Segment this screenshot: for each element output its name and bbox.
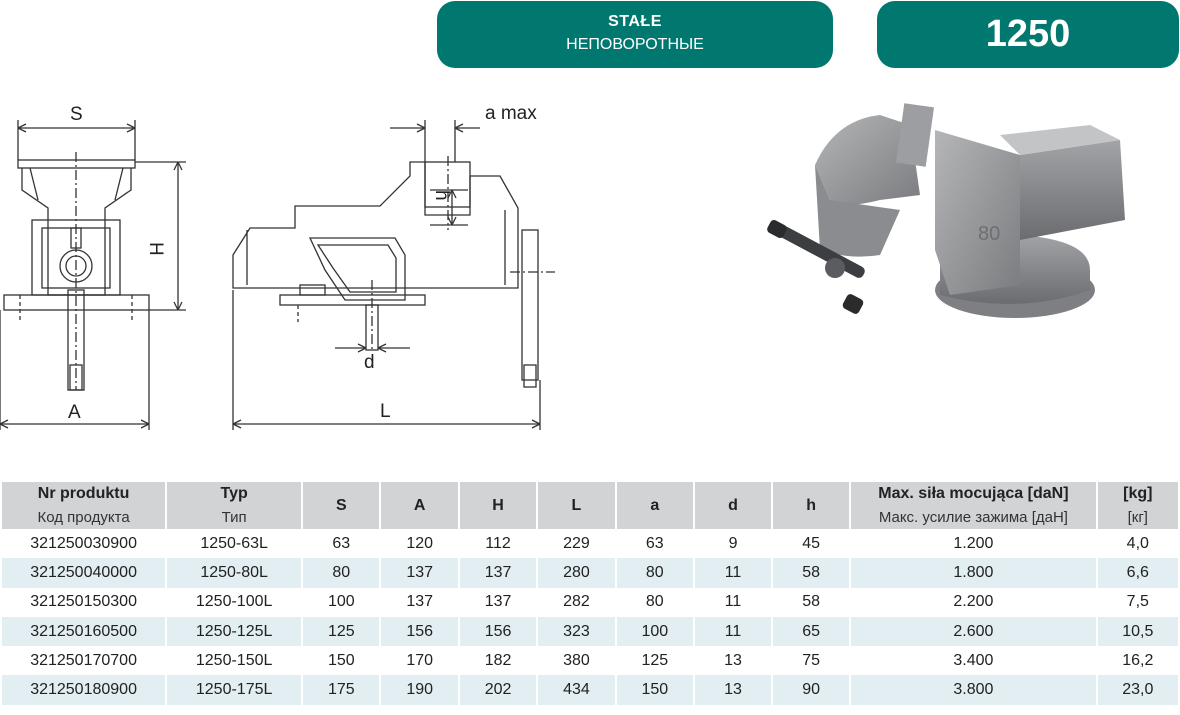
category-banner [437, 1, 833, 68]
header-nr-pl: Nr produktu [2, 481, 165, 505]
jaw-marking: 80 [978, 223, 1001, 245]
cell-h: 45 [802, 534, 821, 552]
cell-S: 63 [332, 534, 351, 552]
cell-H: 182 [484, 651, 512, 669]
cell-A: 120 [406, 534, 434, 552]
header-nr-ru: Код продукта [2, 505, 165, 529]
label-a-max: a max [485, 103, 537, 124]
cell-A: 137 [406, 593, 434, 611]
cell-force: 1.800 [851, 558, 1095, 587]
label-d: d [364, 352, 375, 373]
header-h: h [773, 481, 849, 529]
header-kg-ru: [кг] [1098, 505, 1178, 529]
cell-A: 156 [381, 617, 457, 646]
cell-force: 2.600 [851, 617, 1095, 646]
cell-a: 80 [617, 558, 693, 587]
cell-typ: 1250-100L [195, 593, 273, 611]
header-L: L [538, 481, 614, 529]
cell-nr: 321250040000 [2, 558, 165, 587]
cell-force: 2.200 [953, 593, 994, 611]
cell-nr: 321250150300 [30, 593, 137, 611]
series-banner [877, 1, 1179, 68]
cell-a: 100 [617, 617, 693, 646]
cell-typ: 1250-150L [195, 651, 273, 669]
cell-nr: 321250160500 [2, 617, 165, 646]
cell-H: 137 [460, 558, 536, 587]
cell-L: 229 [563, 534, 590, 552]
label-H: H [145, 242, 166, 256]
label-S: S [70, 104, 83, 125]
cell-H: 202 [460, 675, 536, 704]
table-row [2, 558, 1178, 587]
cell-H: 156 [460, 617, 536, 646]
header-a: a [617, 481, 693, 529]
label-A: A [68, 402, 81, 423]
cell-typ: 1250-80L [167, 558, 301, 587]
cell-A: 137 [381, 558, 457, 587]
cell-L: 380 [563, 651, 590, 669]
cell-kg: 23,0 [1098, 675, 1178, 704]
cell-h: 65 [773, 617, 849, 646]
category-title-ru: НЕПОВОРОТНЫЕ [566, 36, 704, 53]
header-d: d [695, 481, 771, 529]
header-kg-pl: [kg] [1098, 481, 1178, 505]
table-row [2, 646, 1178, 675]
header-typ-pl: Typ [167, 481, 301, 505]
cell-S: 175 [303, 675, 379, 704]
header-force-ru: Макс. усилие зажима [даН] [851, 505, 1095, 529]
cell-typ: 1250-63L [200, 534, 268, 552]
table-row [2, 617, 1178, 646]
cell-S: 125 [303, 617, 379, 646]
cell-kg: 7,5 [1126, 593, 1149, 611]
cell-L: 434 [538, 675, 614, 704]
cell-kg: 16,2 [1122, 651, 1154, 669]
cell-nr: 321250030900 [30, 534, 137, 552]
table-row [2, 529, 1178, 558]
label-L: L [380, 401, 391, 422]
bench-vice-photo [760, 100, 1130, 330]
cell-d: 11 [724, 593, 742, 611]
cell-h: 58 [802, 593, 821, 611]
cell-d: 11 [695, 617, 771, 646]
cell-d: 11 [695, 558, 771, 587]
cell-h: 90 [773, 675, 849, 704]
table-row [2, 588, 1178, 617]
cell-H: 112 [485, 534, 511, 552]
cell-A: 170 [406, 651, 434, 669]
cell-L: 280 [538, 558, 614, 587]
cell-d: 13 [695, 675, 771, 704]
cell-a: 125 [641, 651, 669, 669]
cell-S: 100 [327, 593, 355, 611]
technical-drawing [0, 90, 560, 435]
cell-a: 80 [645, 593, 664, 611]
cell-typ: 1250-175L [167, 675, 301, 704]
label-h: h [431, 190, 452, 201]
cell-L: 282 [563, 593, 590, 611]
cell-force: 3.400 [953, 651, 994, 669]
table-row [2, 675, 1178, 704]
cell-S: 80 [303, 558, 379, 587]
cell-nr: 321250170700 [30, 651, 137, 669]
cell-kg: 4,0 [1126, 534, 1149, 552]
cell-kg: 10,5 [1098, 617, 1178, 646]
cell-h: 75 [802, 651, 821, 669]
cell-d: 9 [728, 534, 738, 552]
cell-h: 58 [773, 558, 849, 587]
spec-table [0, 481, 1180, 705]
cell-L: 323 [538, 617, 614, 646]
cell-S: 150 [327, 651, 355, 669]
category-title-pl: STAŁE [608, 13, 662, 30]
cell-force: 1.200 [953, 534, 994, 552]
series-number: 1250 [985, 13, 1071, 55]
cell-force: 3.800 [851, 675, 1095, 704]
cell-nr: 321250180900 [2, 675, 165, 704]
cell-H: 137 [484, 593, 512, 611]
cell-A: 190 [381, 675, 457, 704]
header-force-pl: Max. siła mocująca [daN] [851, 481, 1095, 505]
cell-kg: 6,6 [1098, 558, 1178, 587]
header-H: H [460, 481, 536, 529]
header-S: S [303, 481, 379, 529]
cell-a: 150 [617, 675, 693, 704]
header-row-pl [2, 481, 1178, 505]
cell-d: 13 [724, 651, 742, 669]
header-typ-ru: Тип [167, 505, 301, 529]
cell-typ: 1250-125L [167, 617, 301, 646]
header-A: A [381, 481, 457, 529]
cell-a: 63 [645, 534, 664, 552]
